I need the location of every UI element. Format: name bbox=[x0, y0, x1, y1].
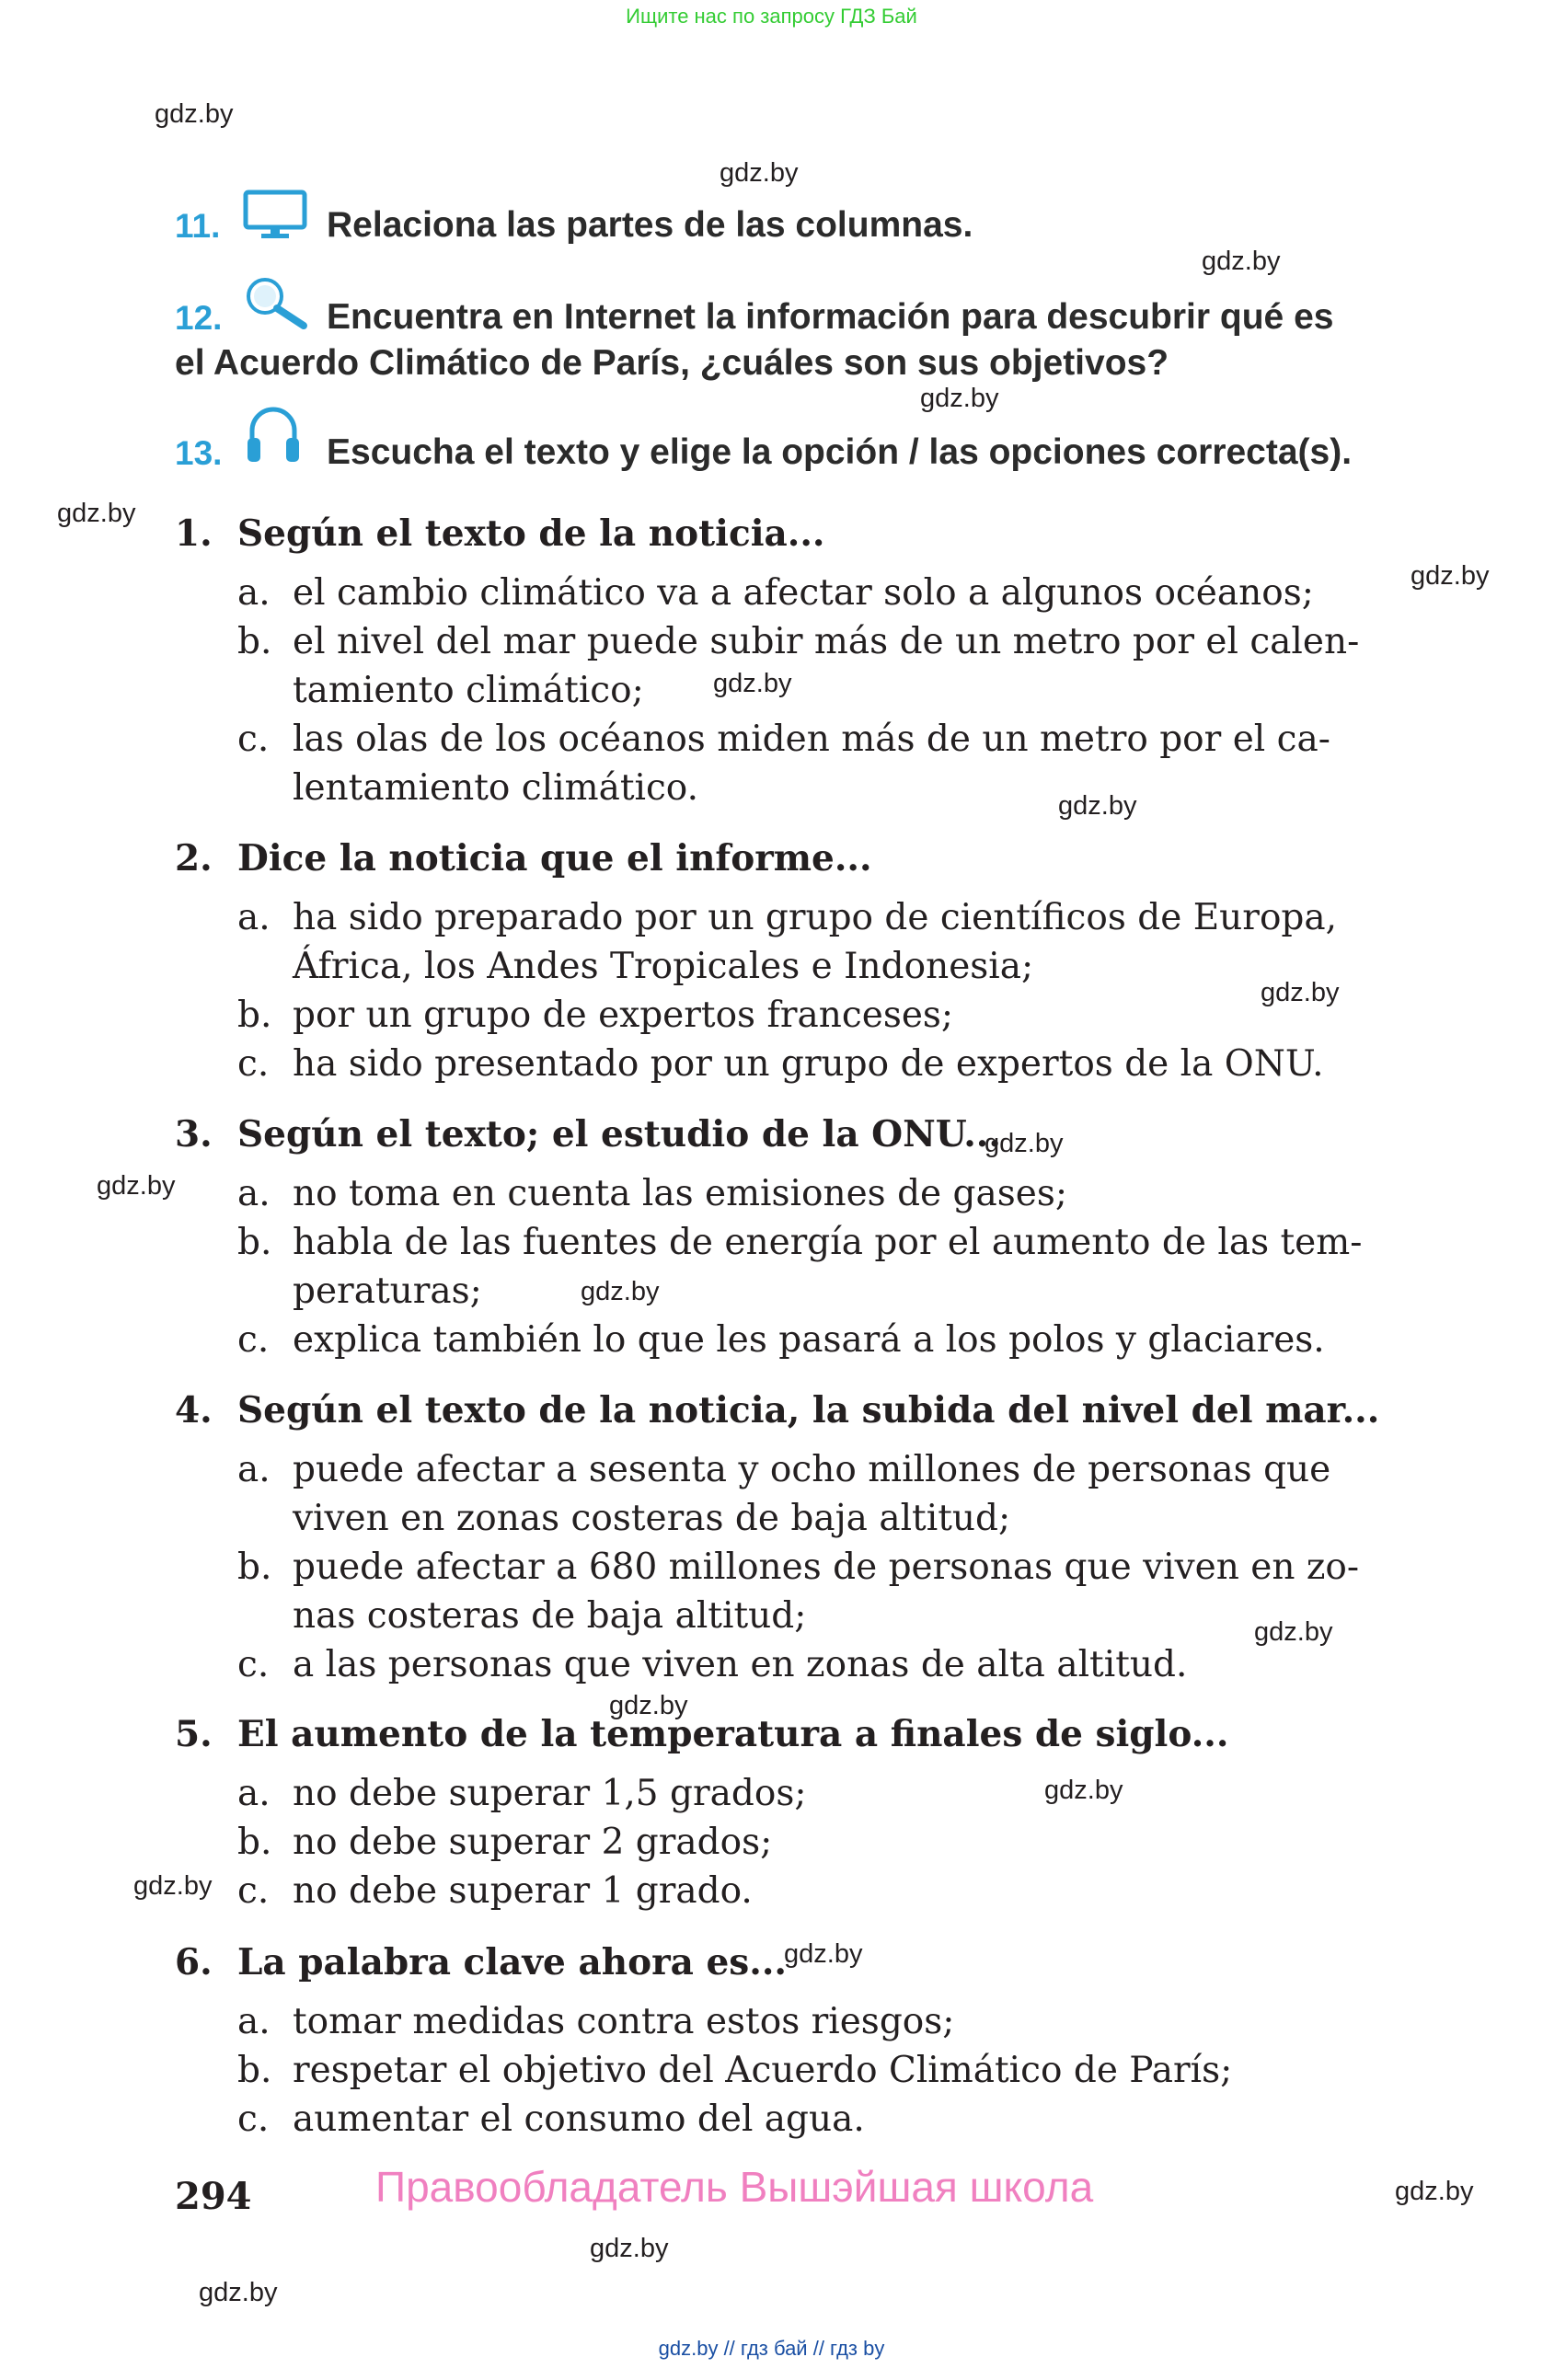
option-text: nas costeras de baja altitud; bbox=[293, 1595, 807, 1637]
option-text: habla de las fuentes de energía por el aumento de las tem- bbox=[293, 1222, 1363, 1263]
watermark: gdz.by bbox=[133, 1871, 213, 1901]
question-number: 4. bbox=[175, 1389, 213, 1431]
option-text: el nivel del mar puede subir más de un metro por el calen- bbox=[293, 621, 1360, 662]
watermark: gdz.by bbox=[985, 1129, 1064, 1158]
option-letter: c. bbox=[237, 1870, 270, 1912]
question-number: 2. bbox=[175, 837, 213, 880]
option-text: ha sido preparado por un grupo de científicos de Europa, bbox=[293, 897, 1338, 938]
option-text: el cambio climático va a afectar solo a algunos océanos; bbox=[293, 572, 1314, 614]
option-letter: b. bbox=[237, 621, 272, 662]
task-text: Relaciona las partes de las columnas. bbox=[327, 205, 973, 245]
watermark: gdz.by bbox=[97, 1171, 176, 1201]
option-letter: a. bbox=[237, 572, 271, 614]
question-stem: Dice la noticia que el informe... bbox=[237, 837, 872, 880]
option-letter: a. bbox=[237, 897, 271, 938]
option-letter: a. bbox=[237, 2001, 271, 2042]
question-stem: Según el texto de la noticia... bbox=[237, 512, 825, 555]
option-text: no debe superar 2 grados; bbox=[293, 1822, 773, 1863]
question-number: 5. bbox=[175, 1713, 213, 1755]
option-text: no debe superar 1,5 grados; bbox=[293, 1773, 807, 1814]
task-text: Encuentra en Internet la información para descubrir qué es bbox=[327, 297, 1334, 337]
watermark: gdz.by bbox=[1395, 2177, 1474, 2206]
rights-holder: Правообладатель Вышэйшая школа bbox=[375, 2163, 1094, 2211]
question-stem: El aumento de la temperatura a finales de siglo... bbox=[237, 1713, 1229, 1755]
question-stem: La palabra clave ahora es... bbox=[237, 1941, 787, 1983]
watermark: gdz.by bbox=[1044, 1776, 1123, 1805]
option-text: no toma en cuenta las emisiones de gases; bbox=[293, 1173, 1068, 1214]
watermark: gdz.by bbox=[1202, 247, 1281, 276]
option-text: viven en zonas costeras de baja altitud; bbox=[293, 1498, 1011, 1539]
option-letter: c. bbox=[237, 719, 270, 760]
option-text: lentamiento climático. bbox=[293, 767, 698, 809]
watermark: gdz.by bbox=[1411, 561, 1490, 591]
option-letter: a. bbox=[237, 1773, 271, 1814]
computer-monitor-icon bbox=[243, 190, 309, 241]
option-text: las olas de los océanos miden más de un metro por el ca- bbox=[293, 719, 1330, 760]
option-text: respetar el objetivo del Acuerdo Climático de París; bbox=[293, 2050, 1233, 2091]
option-text: ha sido presentado por un grupo de expertos de la ONU. bbox=[293, 1043, 1324, 1085]
watermark: gdz.by bbox=[920, 384, 999, 413]
option-letter: c. bbox=[237, 1644, 270, 1685]
option-text: África, los Andes Tropicales e Indonesia; bbox=[293, 946, 1034, 987]
question-stem: Según el texto; el estudio de la ONU... bbox=[237, 1113, 1001, 1156]
task-number: 12. bbox=[175, 299, 223, 337]
option-text: puede afectar a 680 millones de personas que viven en zo- bbox=[293, 1546, 1360, 1588]
option-text: puede afectar a sesenta y ocho millones de personas que bbox=[293, 1449, 1331, 1490]
watermark: gdz.by bbox=[199, 2278, 278, 2307]
bottom-links: gdz.by // гдз бай // гдз by bbox=[658, 2337, 885, 2360]
option-letter: b. bbox=[237, 1546, 272, 1588]
question-number: 6. bbox=[175, 1941, 213, 1983]
watermark: gdz.by bbox=[155, 99, 234, 129]
option-text: tamiento climático; bbox=[293, 670, 644, 711]
option-text: por un grupo de expertos franceses; bbox=[293, 995, 954, 1036]
option-letter: c. bbox=[237, 2098, 270, 2140]
option-letter: b. bbox=[237, 995, 272, 1036]
watermark: gdz.by bbox=[720, 158, 799, 188]
option-text: aumentar el consumo del agua. bbox=[293, 2098, 865, 2140]
option-letter: b. bbox=[237, 1222, 272, 1263]
question-stem: Según el texto de la noticia, la subida del nivel del mar... bbox=[237, 1389, 1380, 1431]
headphones-icon bbox=[245, 405, 302, 467]
option-letter: b. bbox=[237, 1822, 272, 1863]
watermark: gdz.by bbox=[581, 1277, 660, 1306]
option-letter: a. bbox=[237, 1449, 271, 1490]
question-number: 1. bbox=[175, 512, 213, 555]
watermark: gdz.by bbox=[1261, 978, 1340, 1007]
top-banner: Ищите нас по запросу ГДЗ Бай bbox=[626, 5, 917, 28]
option-letter: c. bbox=[237, 1043, 270, 1085]
task-text: Escucha el texto y elige la opción / las opciones correcta(s). bbox=[327, 432, 1353, 472]
watermark: gdz.by bbox=[590, 2234, 669, 2263]
option-text: explica también lo que les pasará a los polos y glaciares. bbox=[293, 1319, 1325, 1361]
watermark: gdz.by bbox=[784, 1939, 863, 1969]
option-text: a las personas que viven en zonas de alta altitud. bbox=[293, 1644, 1188, 1685]
magnifier-icon bbox=[243, 276, 309, 331]
task-number: 11. bbox=[175, 207, 221, 245]
option-text: no debe superar 1 grado. bbox=[293, 1870, 753, 1912]
page-number: 294 bbox=[175, 2175, 252, 2218]
watermark: gdz.by bbox=[1058, 791, 1137, 821]
option-letter: b. bbox=[237, 2050, 272, 2091]
option-text: peraturas; bbox=[293, 1270, 482, 1312]
watermark: gdz.by bbox=[609, 1691, 688, 1720]
watermark: gdz.by bbox=[1254, 1617, 1333, 1647]
task-text: el Acuerdo Climático de París, ¿cuáles son sus objetivos? bbox=[175, 343, 1169, 383]
watermark: gdz.by bbox=[57, 499, 136, 528]
task-number: 13. bbox=[175, 434, 223, 472]
option-letter: a. bbox=[237, 1173, 271, 1214]
option-text: tomar medidas contra estos riesgos; bbox=[293, 2001, 955, 2042]
question-number: 3. bbox=[175, 1113, 213, 1156]
option-letter: c. bbox=[237, 1319, 270, 1361]
watermark: gdz.by bbox=[713, 669, 792, 698]
